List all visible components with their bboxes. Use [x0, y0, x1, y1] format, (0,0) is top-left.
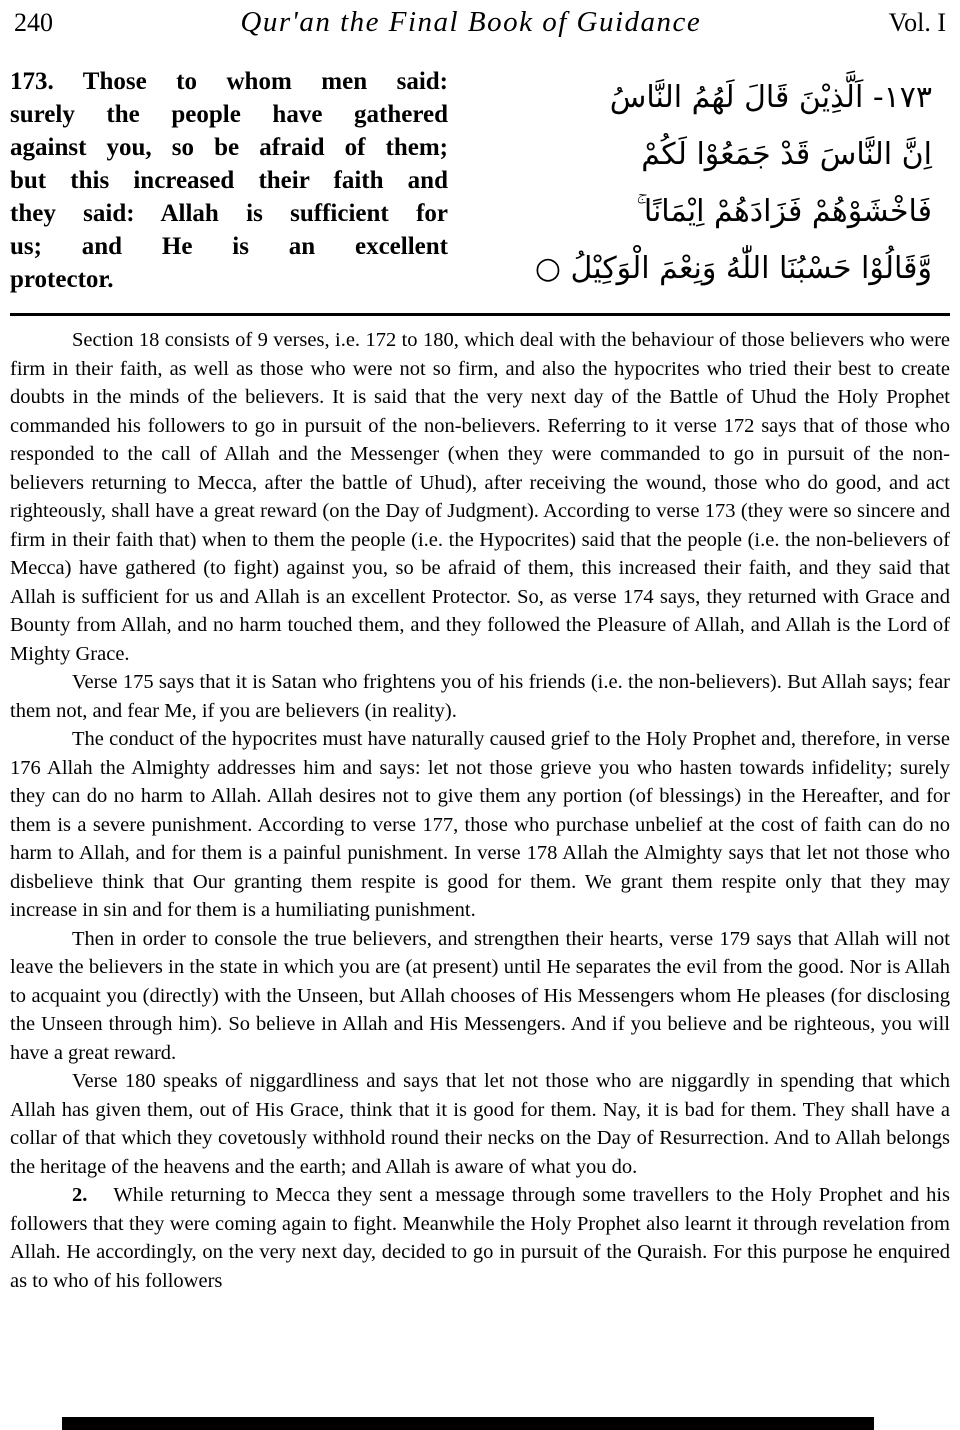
- arabic-line: وَّقَالُوْا حَسْبُنَا اللّٰهُ وَنِعْمَ الْوَكِيْلُ ○: [534, 251, 932, 286]
- translation-line: against you, so be afraid of them;: [10, 134, 448, 161]
- commentary: [10, 326, 950, 1295]
- commentary-paragraph-3: The conduct of the hypocrites must have naturally caused grief to the Holy Prophet and, therefore, in verse 176 Allah the Almighty addresses him and says: let not those grieve you who hasten towards infidelity; surely they can do no harm to Allah. Allah desires not to give them any portion (of blessings) in the Hereafter, and for them is a severe punishment. According to verse 177, those who purchase unbelief at the cost of faith can do no harm to Allah, and for them is a painful punishment. In verse 178 Allah the Almighty says that let not those who disbelieve think that Our granting them respite is good for them. We grant them respite only that they may increase in sin and for them is a humiliating punishment.: [10, 728, 950, 921]
- commentary-paragraph-4: Then in order to console the true believers, and strengthen their hearts, verse 179 says that Allah will not leave the believers in the state in which you are (at present) until He separates the evil from the good. Nor is Allah to acquaint you (directly) with the Unseen, but Allah chooses of His Messengers whom He pleases (for disclosing the Unseen through him). So believe in Allah and His Messengers. And if you believe and be righteous, you will have a great reward.: [10, 927, 950, 1064]
- translation-line: 173. Those to whom men said:: [10, 68, 448, 95]
- volume-label: Vol. I: [888, 8, 946, 37]
- arabic-line: ١٧٣- اَلَّذِيْنَ قَالَ لَهُمُ النَّاسُ: [609, 80, 932, 115]
- scan-edge-bar: [62, 1417, 874, 1430]
- note-number: 2.: [72, 1184, 88, 1206]
- page-title: Qur'an the Final Book of Guidance: [240, 6, 702, 38]
- translation-line: they said: Allah is sufficient for: [10, 200, 448, 227]
- translation-line: us; and He is an excellent: [10, 233, 448, 260]
- commentary-note-2: [10, 1181, 950, 1295]
- note-text: While returning to Mecca they sent a message through some travellers to the Holy Prophet and his followers that they were coming again to fight. Meanwhile the Holy Prophet also learnt it through revelation from Allah. He accordingly, on the very next day, decided to go in pursuit of the Quraish. For this purpose he enquired as to who of his followers: [10, 1184, 950, 1292]
- translation-line: but this increased their faith and: [10, 167, 448, 194]
- commentary-paragraph-5: Verse 180 speaks of niggardliness and says that let not those who are niggardly in spending that which Allah has given them, out of His Grace, think that it is good for them. Nay, it is bad for them. They shall have a collar of that which they covetously withhold round their necks on the Day of Resurrection. And to Allah belongs the heritage of the heavens and the earth; and Allah is aware of what you do.: [10, 1070, 950, 1178]
- translation-line: protector.: [10, 266, 114, 293]
- verse-translation: [10, 65, 448, 296]
- arabic-line: اِنَّ النَّاسَ قَدْ جَمَعُوْا لَكُمْ: [641, 137, 932, 172]
- verse-arabic-calligraphy: [448, 65, 950, 297]
- commentary-paragraph-1: Section 18 consists of 9 verses, i.e. 172 to 180, which deal with the behaviour of those believers who were firm in their faith, as well as those who were not so firm, and also the hypocrites who tried their best to create doubts in the minds of the believers. It is said that the very next day of the Battle of Uhud the Holy Prophet commanded his followers to go in pursuit of the non-believers. Referring to it verse 172 says that of those who responded to the call of Allah and the Messenger (when they were commanded to go in pursuit of the non-believers returning to Mecca, after the battle of Uhud), after receiving the wound, those who do good, and act righteously, shall have a great reward (on the Day of Judgment). According to verse 173 (they were so sincere and firm in their faith that) when to them the people (i.e. the Hypocrites) said that the people (i.e. the non-believers of Mecca) have gathered (to fight) against you, so be afraid of them, this increased their faith, and they said that Allah is sufficient for us and Allah is an excellent Protector. So, as verse 174 says, they returned with Grace and Bounty from Allah, and no harm touched them, and they followed the Pleasure of Allah, and Allah is the Lord of Mighty Grace.: [10, 329, 950, 665]
- arabic-line: فَاخْشَوْهُمْ فَزَادَهُمْ اِيْمَانًا ۚ: [636, 194, 932, 229]
- section-divider: [10, 313, 950, 316]
- page-header: [10, 6, 950, 39]
- translation-line: surely the people have gathered: [10, 101, 448, 128]
- commentary-paragraph-2: Verse 175 says that it is Satan who frightens you of his friends (i.e. the non-believers). But Allah says; fear them not, and fear Me, if you are believers (in reality).: [10, 671, 950, 722]
- page-number: 240: [14, 8, 53, 37]
- verse-block: [10, 65, 950, 297]
